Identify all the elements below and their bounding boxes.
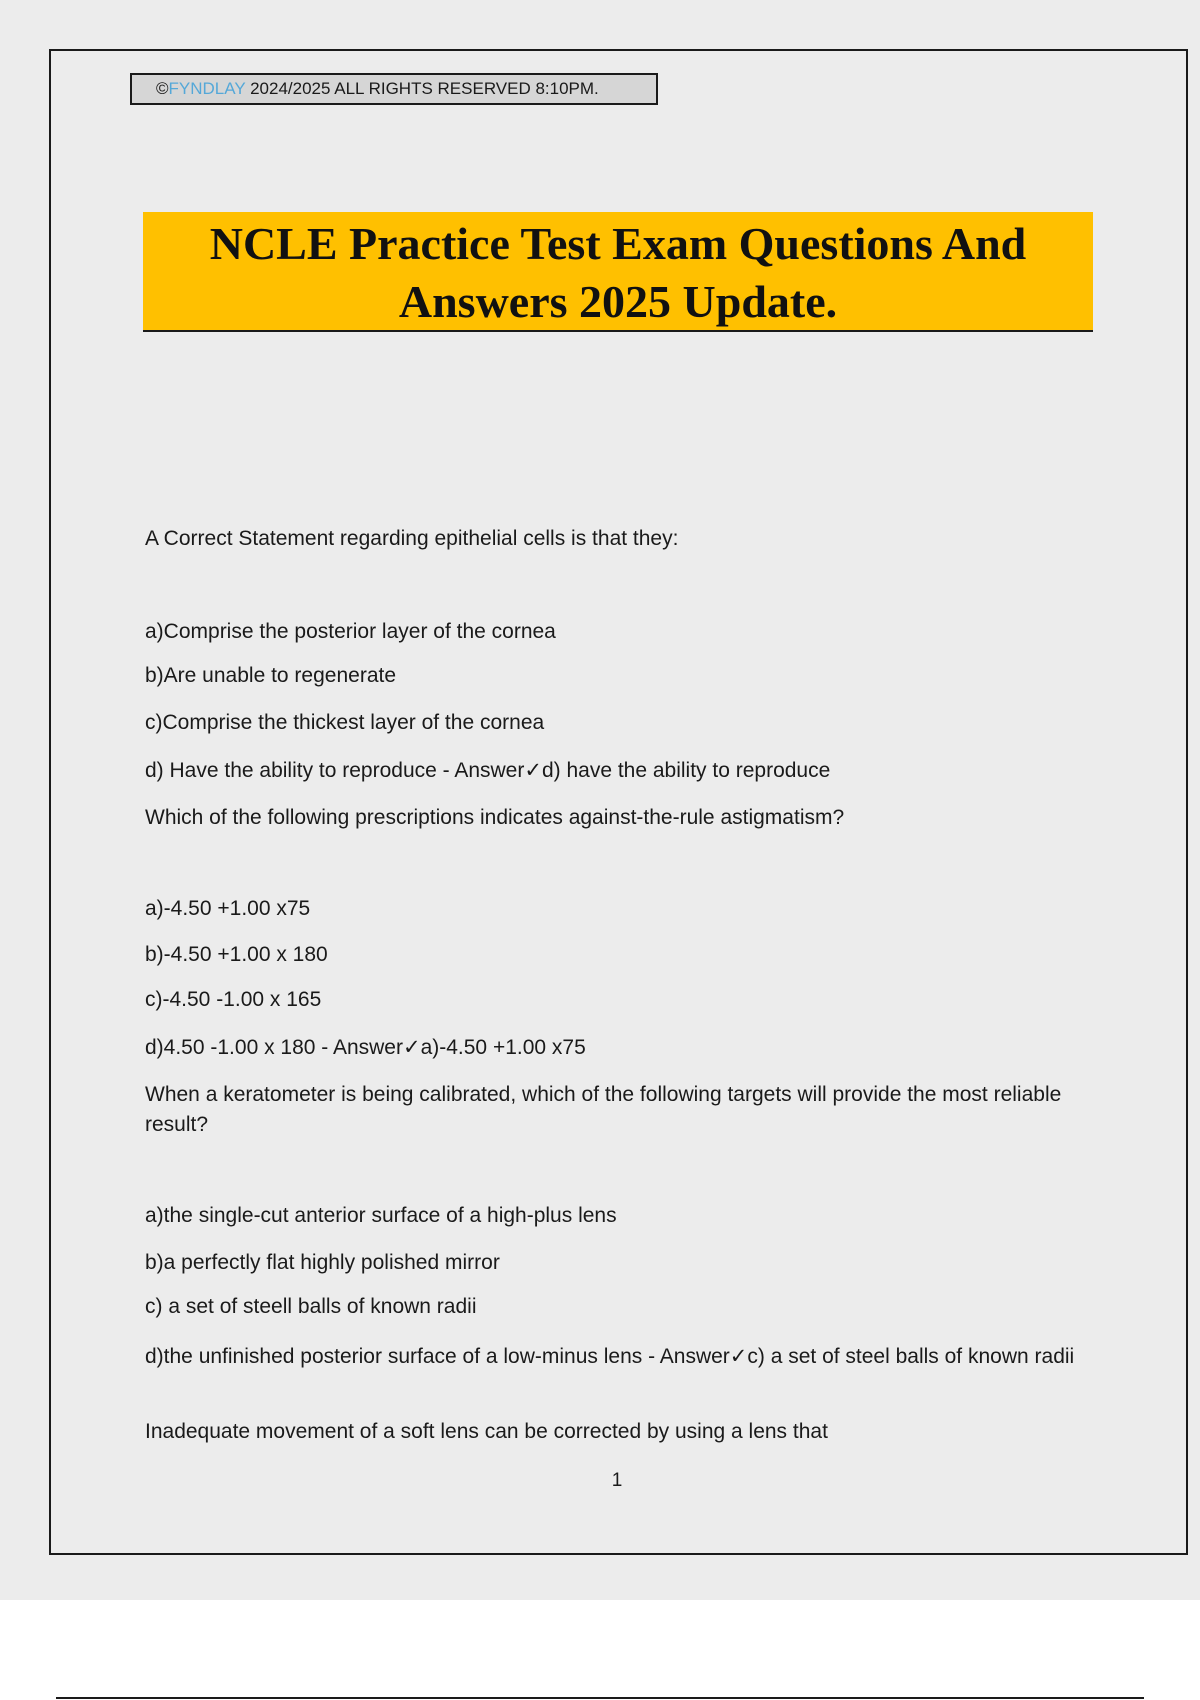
copyright-rights-text: 2024/2025 ALL RIGHTS RESERVED 8:10PM.: [245, 79, 599, 98]
document-title: [143, 212, 1093, 332]
page-number: 1: [611, 1470, 623, 1491]
question-3-option-d-answer: d)the unfinished posterior surface of a low-minus lens - Answer✓c) a set of steel balls of known radii: [145, 1345, 1075, 1368]
question-4-stem: Inadequate movement of a soft lens can be corrected by using a lens that: [145, 1420, 828, 1443]
question-2-option-d-answer: d)4.50 -1.00 x 180 - Answer✓a)-4.50 +1.00 x75: [145, 1036, 586, 1059]
question-1-option-c: c)Comprise the thickest layer of the cornea: [145, 711, 545, 734]
question-3-option-b: b)a perfectly flat highly polished mirror: [145, 1251, 500, 1274]
question-1-option-d-answer: d) Have the ability to reproduce - Answer✓d) have the ability to reproduce: [145, 759, 831, 782]
footer-divider: [56, 1697, 1144, 1699]
copyright-notice: [130, 73, 658, 105]
copyright-symbol: ©: [156, 79, 169, 98]
question-3-option-c: c) a set of steell balls of known radii: [145, 1295, 477, 1318]
copyright-brand: FYNDLAY: [168, 79, 246, 98]
question-2-option-a: a)-4.50 +1.00 x75: [145, 897, 311, 920]
title-line-1: NCLE Practice Test Exam Questions And: [209, 218, 1027, 269]
question-3-option-a: a)the single-cut anterior surface of a high-plus lens: [145, 1204, 617, 1227]
question-2-option-c: c)-4.50 -1.00 x 165: [145, 988, 322, 1011]
question-1-option-b: b)Are unable to regenerate: [145, 664, 397, 687]
question-1-option-a: a)Comprise the posterior layer of the cornea: [145, 620, 556, 643]
question-3-stem: When a keratometer is being calibrated, which of the following targets will provide the most reliable result?: [145, 1083, 1062, 1136]
question-2-option-b: b)-4.50 +1.00 x 180: [145, 943, 328, 966]
title-line-2: Answers 2025 Update.: [398, 276, 838, 327]
question-2-stem: Which of the following prescriptions indicates against-the-rule astigmatism?: [145, 806, 845, 829]
question-1-stem: A Correct Statement regarding epithelial cells is that they:: [145, 527, 679, 550]
